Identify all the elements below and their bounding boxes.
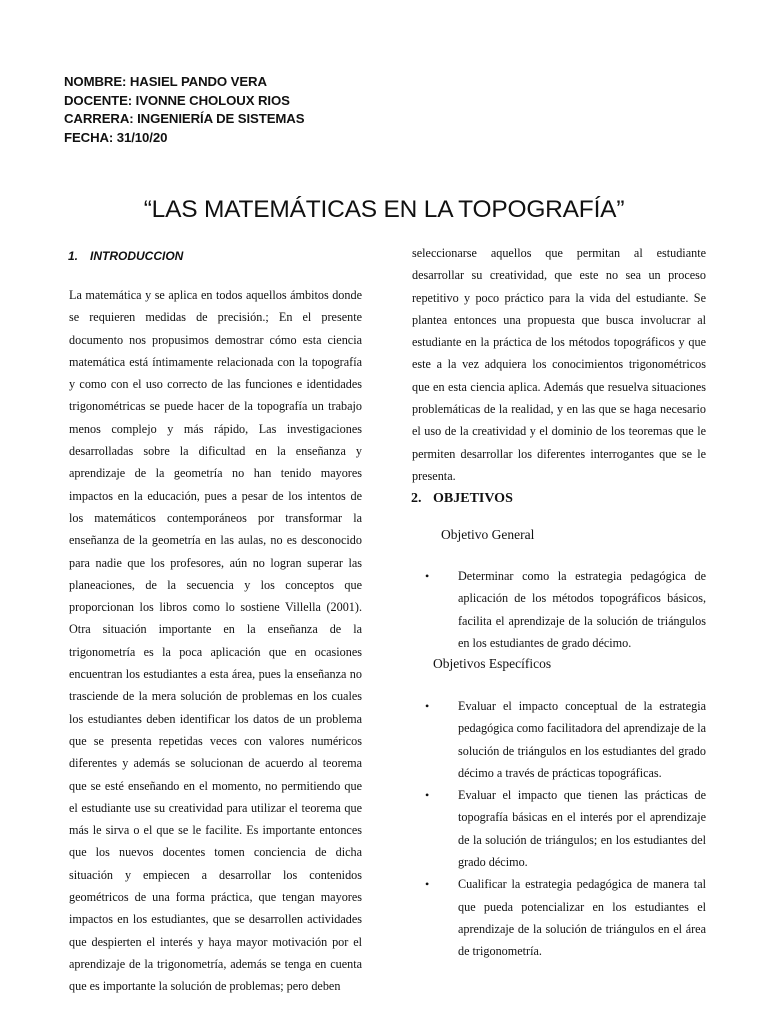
bullet-icon: • [425, 699, 430, 713]
list-item [425, 784, 706, 873]
teacher-name: DOCENTE: IVONNE CHOLOUX RIOS [64, 92, 290, 108]
intro-paragraph-left: La matemática y se aplica en todos aquellos ámbitos donde se requieren medidas de precisión.; En el presente documento nos propusimos demostrar cómo esta ciencia matemática está íntimamente relacionada con la topografía y como con el uso correcto de las funciones e identidades trigonométricas se puede hacer de la topografía un trabajo menos complejo y más rápido, Las investigaciones desarrolladas sobre la dificultad en la enseñanza y aprendizaje de la geometría no han tenido mayores impactos en la educación, pues a pesar de los intentos de los matemáticos contemporáneos por transformar la enseñanza de la geometría en las aulas, no es desconocido para nadie que los profesores, aún no logran superar las planeaciones, de la secuencia y los conceptos que proporcionan los libros como lo sostiene Villella (2001). Otra situación importante en la enseñanza de la trigonometría es la poca aplicación que en ocasiones encuentran los estudiantes a esta área, pues la enseñanza no trasciende de la mera solución de problemas en los cuales los estudiantes deben identificar los datos de un problema que se presenta repetidas veces con valores numéricos diferentes y además se solucionan de acuerdo al teorema que se esté enseñando en el momento, no permitiendo que el estudiante use su creatividad para utilizar el teorema que más le sirva o el que se le facilite. Es importante entonces que los nuevos docentes tomen conciencia de dicha situación y empiecen a desarrollar los contenidos geométricos de una forma práctica, que tengan mayores impactos en los estudiantes, que se desarrollen actividades que despierten el interés y haya mayor motivación por el aprendizaje de la trigonometría, además se tenga en cuenta que es importante la solución de problemas; pero deben [69, 288, 362, 994]
section-heading-introduccion [68, 249, 183, 263]
section-title: INTRODUCCION [90, 249, 184, 263]
document-header [64, 73, 304, 147]
bullet-icon: • [425, 788, 430, 803]
general-objectives-list [425, 565, 706, 654]
subheading-objetivo-general: Objetivo General [441, 527, 535, 542]
section-title: OBJETIVOS [433, 491, 513, 506]
list-item [425, 565, 706, 654]
list-item [425, 695, 706, 784]
intro-paragraph-right: seleccionarse aquellos que permitan al estudiante desarrollar su creatividad, que este no sea un proceso repetitivo y poco práctico para la vida del estudiante. Se plantea entonces una propuesta que busca involucrar al estudiante en la práctica de los métodos topográficos y que este a la vez adquiera los conocimientos trigonométricos que en esta ciencia aplica. Además que resuelva situaciones problemáticas de la realidad, y en las que se haga necesario el uso de la creatividad y el dominio de los teoremas que le permiten desarrollar los diferentes interrogantes que se le presenta. [412, 246, 706, 483]
bullet-icon: • [425, 569, 430, 583]
career: CARRERA: INGENIERÍA DE SISTEMAS [64, 111, 305, 126]
document-title: “LAS MATEMÁTICAS EN LA TOPOGRAFÍA” [143, 196, 625, 223]
list-item [425, 873, 706, 962]
section-heading-objetivos [411, 491, 513, 507]
subheading-objetivos-especificos: Objetivos Específicos [433, 656, 552, 671]
student-name: NOMBRE: HASIEL PANDO VERA [64, 74, 267, 89]
section-number: 1. [68, 249, 79, 263]
list-item-text: Evaluar el impacto que tienen las prácticas de topografía básicas en el interés por el aprendizaje de la solución de triángulos; en los estudiantes del grado décimo. [458, 788, 706, 870]
list-item-text: Evaluar el impacto conceptual de la estrategia pedagógica como facilitadora del aprendizaje de la solución de triángulos en los estudiantes del grado décimo a través de prácticas topográficas. [458, 699, 706, 780]
date: FECHA: 31/10/20 [64, 129, 168, 145]
specific-objectives-list [425, 695, 706, 963]
bullet-icon: • [425, 877, 430, 892]
section-number: 2. [411, 491, 422, 506]
list-item-text: Cualificar la estrategia pedagógica de manera tal que pueda potencializar en los estudiantes el aprendizaje de la solución de triángulos en el área de trigonometría. [458, 877, 706, 959]
list-item-text: Determinar como la estrategia pedagógica de aplicación de los métodos topográficos básicos, facilita el aprendizaje de la solución de triángulos en los estudiantes de grado décimo. [458, 569, 706, 650]
